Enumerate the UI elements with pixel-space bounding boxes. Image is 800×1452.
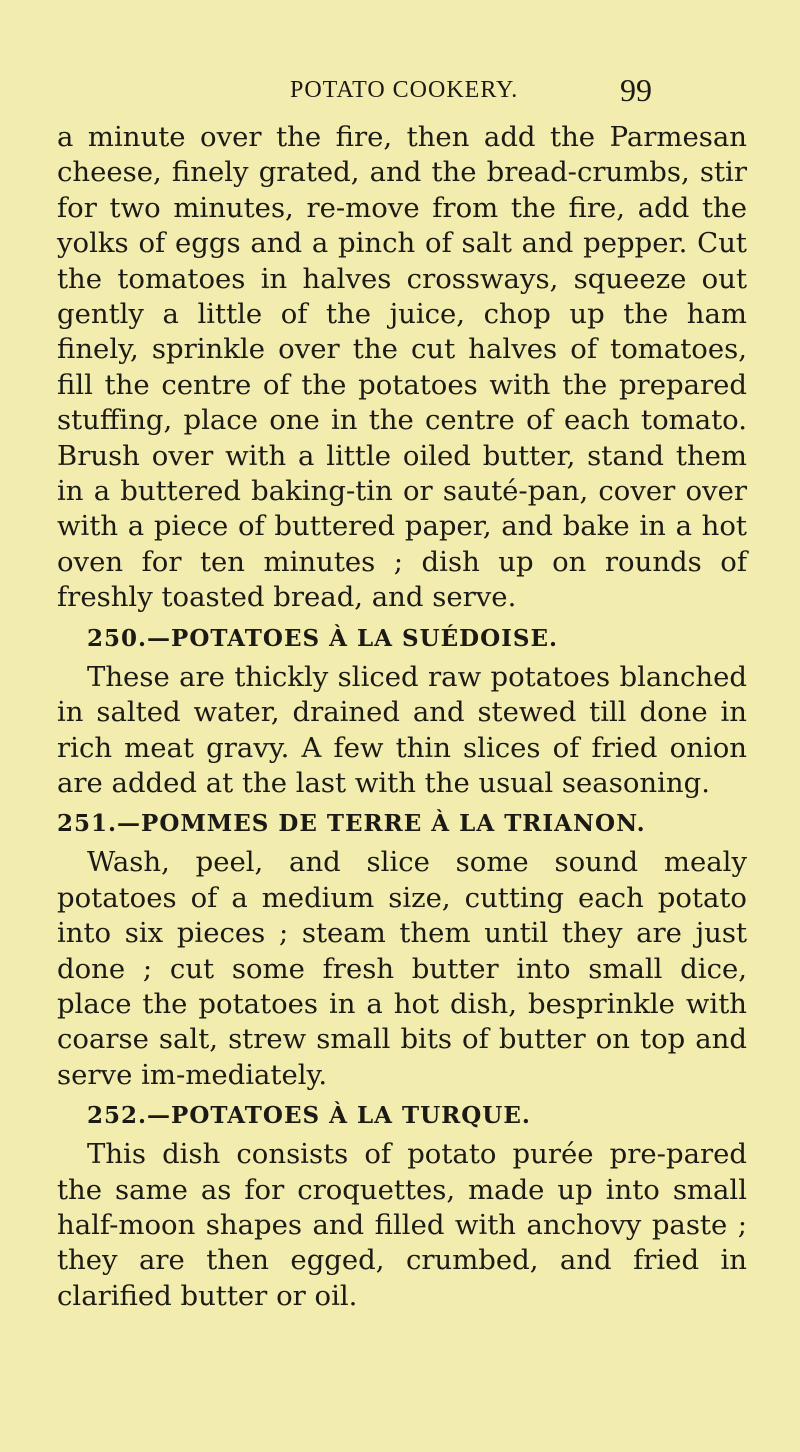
recipe-text: Wash, peel, and slice some sound mealy potatoes of a medium size, cutting each potato into six pieces ; steam them until they are just done ; cut some fresh butter into small dice, place the potatoes in a hot dish, besprinkle with coarse salt, strew small bits of butter on top and serve im-mediately. bbox=[57, 846, 747, 1091]
recipe-250 bbox=[57, 620, 747, 802]
recipe-251 bbox=[57, 805, 747, 1093]
recipe-heading: 252.—POTATOES À LA TURQUE. bbox=[87, 1102, 531, 1130]
recipe-text: These are thickly sliced raw potatoes blanched in salted water, drained and stewed till done in rich meat gravy. A few thin slices of fried onion are added at the last with the usual seasoning. bbox=[57, 660, 747, 799]
recipe-heading: 251.—POMMES DE TERRE À LA TRIANON. bbox=[57, 810, 646, 838]
recipe-text: This dish consists of potato purée pre-pared the same as for croquettes, made up into small half-moon shapes and filled with anchovy paste ; they are then egged, crumbed, and fried in clarified butter or oil. bbox=[57, 1138, 747, 1312]
body-text bbox=[57, 120, 747, 1314]
recipe-heading: 250.—POTATOES À LA SUÉDOISE. bbox=[87, 624, 559, 652]
continuation-paragraph: a minute over the fire, then add the Parmesan cheese, finely grated, and the bread-crumbs, stir for two minutes, re-move from the fire, add the yolks of eggs and a pinch of salt and pepper. Cut the tomatoes in halves crossways, squeeze out gently a little of the juice, chop up the ham finely, sprinkle over the cut halves of tomatoes, fill the centre of the potatoes with the prepared stuffing, place one in the centre of each tomato. Brush over with a little oiled butter, stand them in a buttered baking-tin or sauté-pan, cover over with a piece of buttered paper, and bake in a hot oven for ten minutes ; dish up on rounds of freshly toasted bread, and serve. bbox=[57, 121, 747, 614]
running-header bbox=[0, 70, 800, 110]
running-title: POTATO COOKERY. bbox=[290, 77, 519, 103]
recipe-252 bbox=[57, 1097, 747, 1314]
page-number: 99 bbox=[620, 72, 652, 108]
